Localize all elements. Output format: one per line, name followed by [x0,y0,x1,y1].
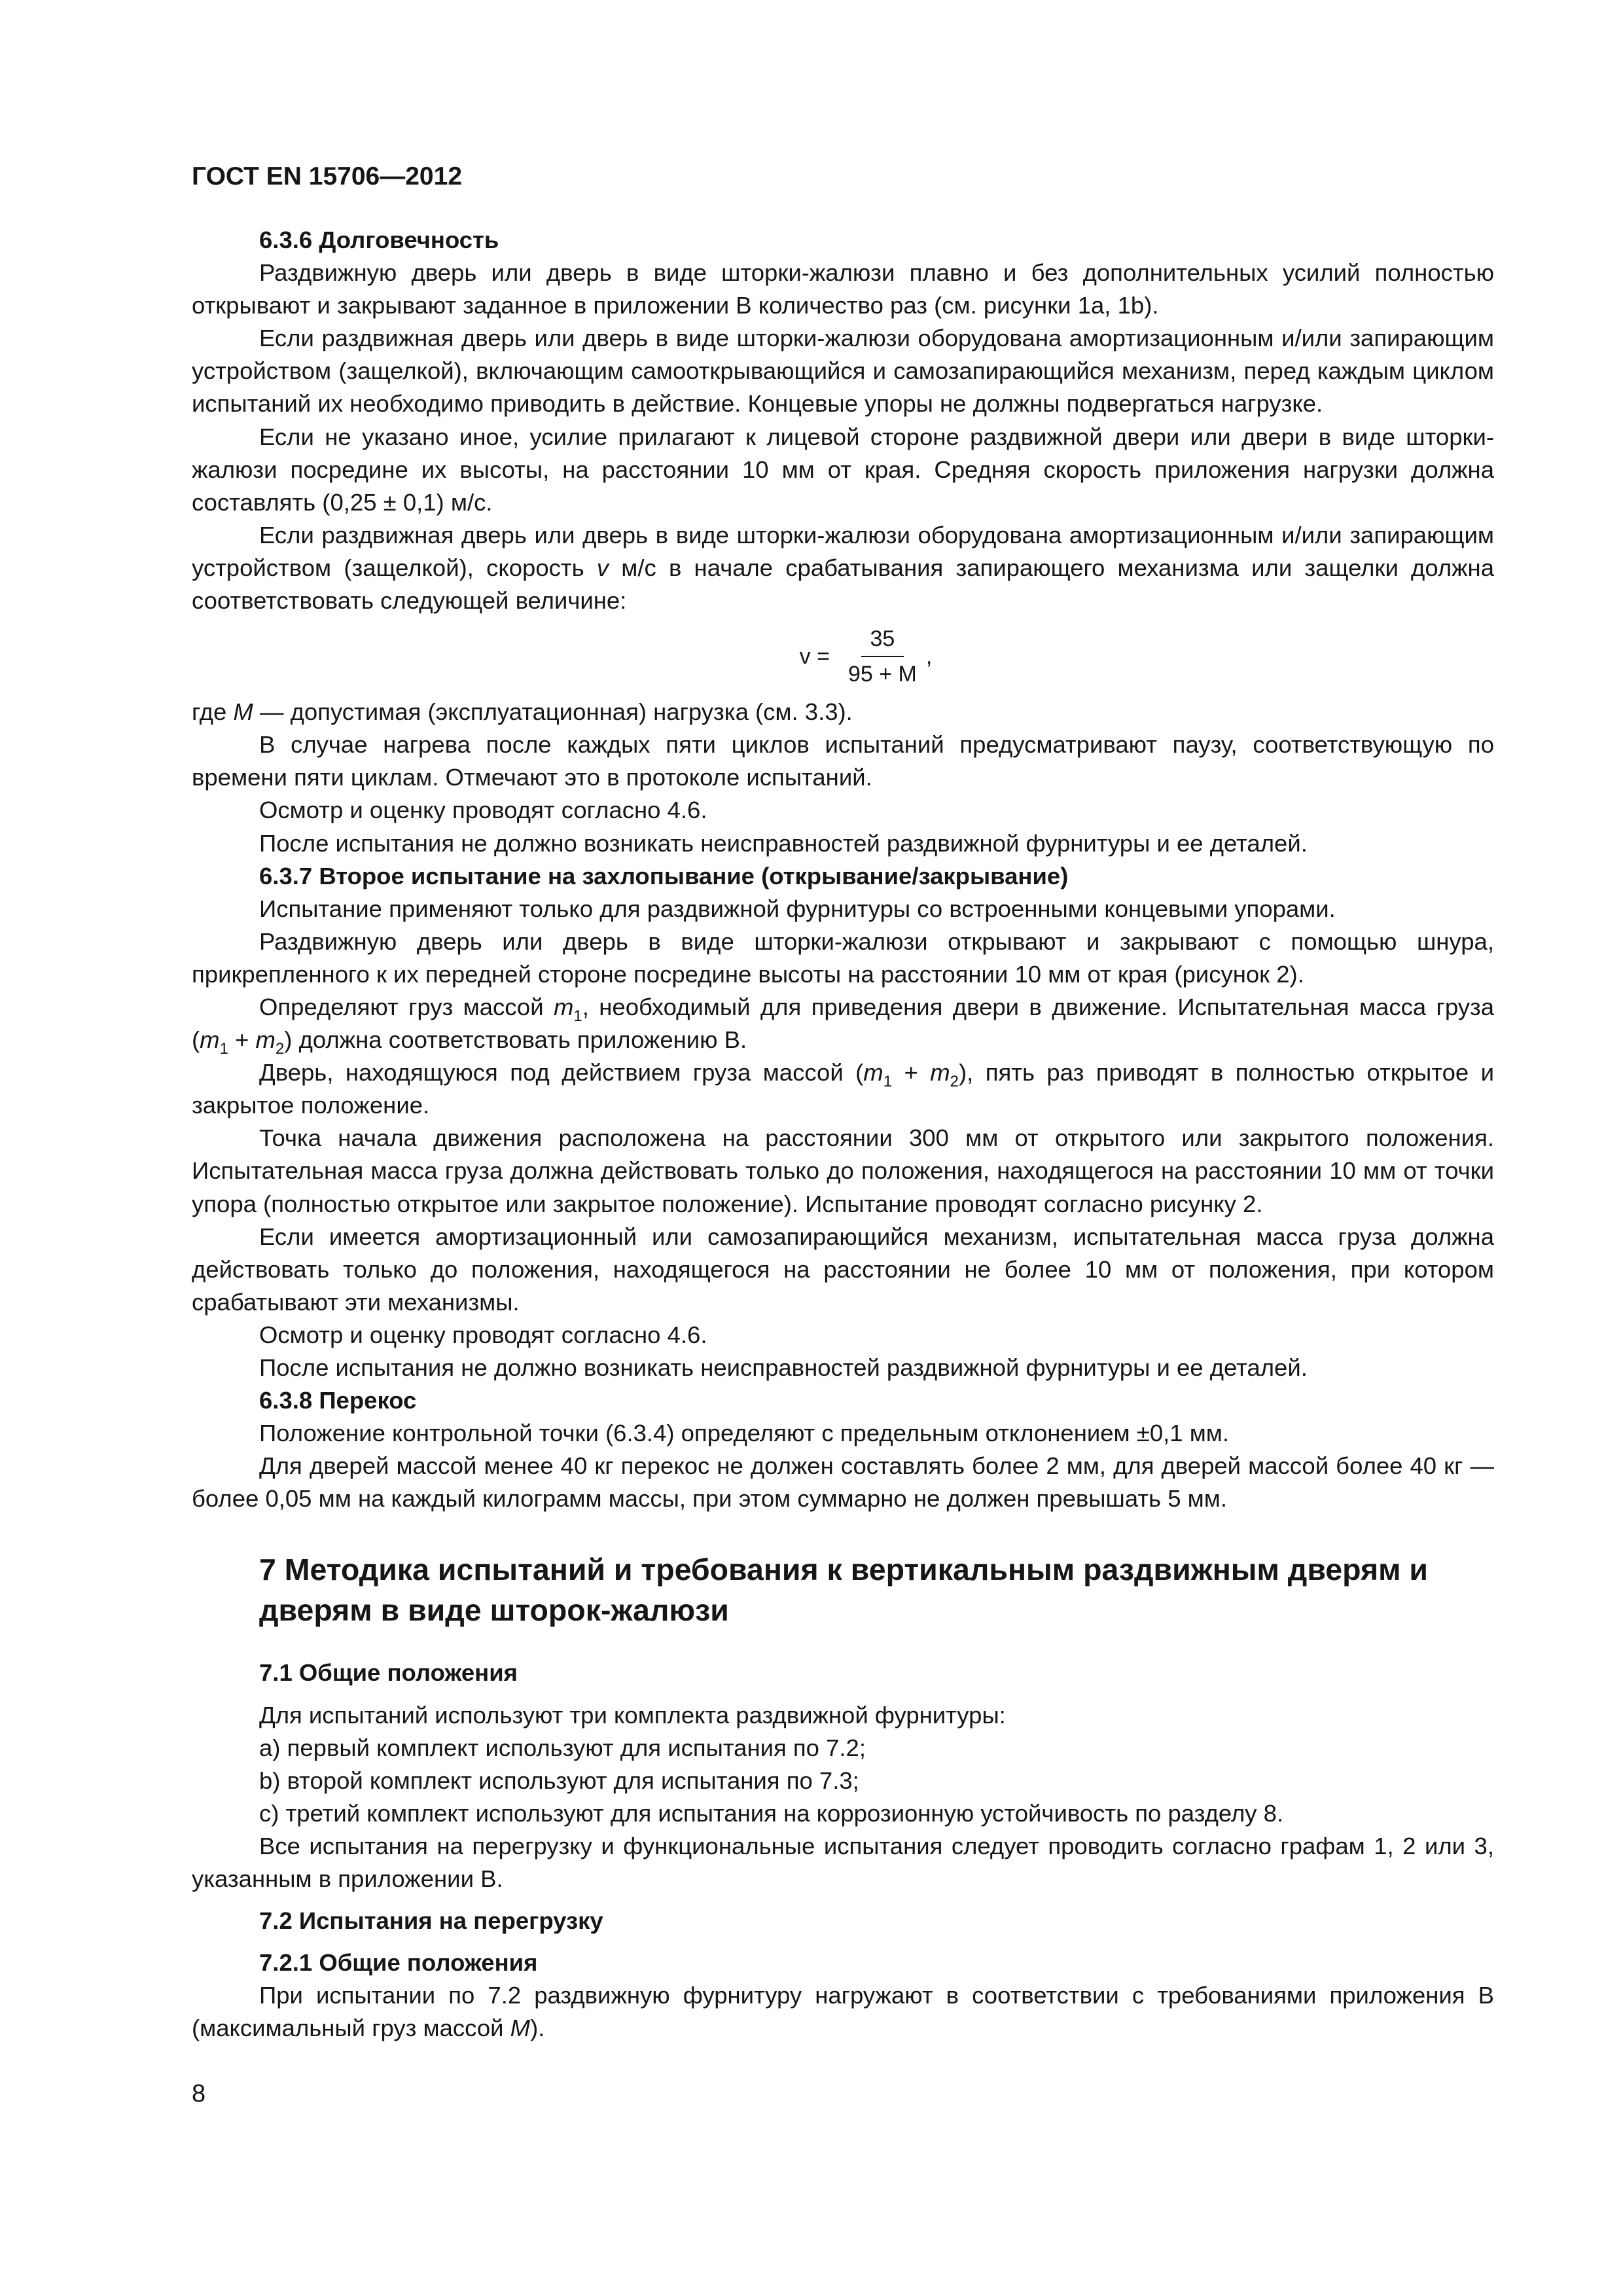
paragraph: Для дверей массой менее 40 кг перекос не должен составлять более 2 мм, для дверей массой более 40 кг — более 0,05 мм на каждый килограмм массы, при этом суммарно не должен превышать 5 мм. [192,1452,1494,1513]
heading-6-3-8: 6.3.8 Перекос [259,1387,417,1414]
section-7-title: 7 Методика испытаний и требования к вертикальным раздвижным дверям и дверям в виде шторок-жалюзи [259,1552,1428,1628]
paragraph: При испытании по 7.2 раздвижную фурнитуру нагружают в соответствии с требованиями приложения В (максимальный груз массой M). [192,1982,1494,2042]
paragraph: Осмотр и оценку проводят согласно 4.6. [259,1321,707,1348]
paragraph: Если раздвижная дверь или дверь в виде шторки-жалюзи оборудована амортизационным и/или запирающим устройством (защелкой), включающим самооткрывающийся и самозапирающийся механизм, перед каждым циклом испытаний их необходимо приводить в действие. Концевые упоры не должны подвергаться нагрузке. [192,325,1494,418]
list-item: а) первый комплект используют для испытания по 7.2; [259,1734,866,1761]
paragraph: Раздвижную дверь или дверь в виде шторки-жалюзи открывают и закрывают с помощью шнура, прикрепленного к их передней стороне посредине высоты на расстоянии 10 мм от края (рисунок 2). [192,927,1494,988]
formula-lhs: v = [799,644,830,670]
formula-explanation: где M — допустимая (эксплуатационная) нагрузка (см. 3.3). [192,698,853,726]
paragraph: Определяют груз массой $m_1$, необходимый для приведения двери в движение. Испытательная масса груза $(m_1 + m_2)$ должна соответствовать приложению В. [192,993,1494,1058]
formula-numerator: 35 [861,624,904,657]
heading-7-2-1: 7.2.1 Общие положения [259,1949,538,1977]
paragraph: В случае нагрева после каждых пяти циклов испытаний предусматривают паузу, соответствующую по времени пяти циклам. Отмечают это в протоколе испытаний. [192,731,1494,791]
paragraph: Положение контрольной точки (6.3.4) определяют с предельным отклонением ±0,1 мм. [259,1420,1230,1447]
heading-7-1: 7.1 Общие положения [259,1659,518,1687]
paragraph: Точка начала движения расположена на расстоянии 300 мм от открытого или закрытого положения. Испытательная масса груза должна действовать только до положения, находящегося на расстоянии 10 мм от точки упора (полностью открытое или закрытое положение). Испытание проводят согласно рисунку 2. [192,1124,1494,1217]
formula-denominator: 95 + M [847,662,917,687]
heading-6-3-6: 6.3.6 Долговечность [259,226,499,253]
paragraph: Все испытания на перегрузку и функциональные испытания следует проводить согласно графам 1, 2 или 3, указанным в приложении В. [192,1832,1494,1893]
page-content [192,224,1494,2045]
page-number: 8 [192,2080,206,2108]
paragraph: Если имеется амортизационный или самозапирающийся механизм, испытательная масса груза должна действовать только до положения, находящегося на расстоянии не более 10 мм от положения, при котором срабатывают эти механизмы. [192,1223,1494,1316]
paragraph: Испытание применяют только для раздвижной фурнитуры со встроенными концевыми упорами. [259,895,1336,922]
paragraph: Осмотр и оценку проводят согласно 4.6. [259,797,707,824]
heading-6-3-7: 6.3.7 Второе испытание на захлопывание (открывание/закрывание) [259,862,1069,889]
paragraph: Если не указано иное, усилие прилагают к лицевой стороне раздвижной двери или двери в виде шторки-жалюзи посредине их высоты, на расстоянии 10 мм от края. Средняя скорость приложения нагрузки должна составлять (0,25 ± 0,1) м/с. [192,423,1494,516]
paragraph: После испытания не должно возникать неисправностей раздвижной фурнитуры и ее деталей. [259,829,1308,857]
formula-fraction [839,624,926,689]
paragraph: Раздвижную дверь или дверь в виде шторки-жалюзи плавно и без дополнительных усилий полностью открывают и закрывают заданное в приложении В количество раз (см. рисунки 1а, 1b). [192,259,1494,319]
paragraph: После испытания не должно возникать неисправностей раздвижной фурнитуры и ее деталей. [259,1354,1308,1381]
document-header: ГОСТ EN 15706—2012 [192,162,463,190]
list-item: с) третий комплект используют для испытания на коррозионную устойчивость по разделу 8. [259,1799,1284,1827]
list-item: b) второй комплект используют для испытания по 7.3; [259,1767,859,1794]
paragraph: Для испытаний используют три комплекта раздвижной фурнитуры: [259,1701,1006,1729]
heading-7-2: 7.2 Испытания на перегрузку [259,1907,603,1935]
paragraph: Если раздвижная дверь или дверь в виде шторки-жалюзи оборудована амортизационным и/или запирающим устройством (защелкой), скорость v м/с в начале срабатывания запирающего механизма или защелки должна соответствовать следующей величине: [192,521,1494,615]
formula-tail: , [925,644,933,670]
paragraph: Дверь, находящуюся под действием груза массой $(m_1 + m_2)$, пять раз приводят в полностью открытое и закрытое положение. [192,1059,1494,1119]
velocity-formula [192,617,1494,696]
